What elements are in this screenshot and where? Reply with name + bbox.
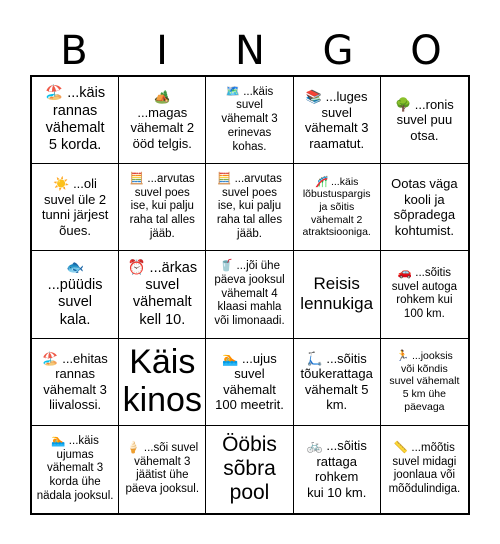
- cell-text: Reisis lennukiga: [300, 274, 374, 314]
- cell-text: 🏃 ...jooksis või kõndis suvel vähemalt 5 km ühe päevaga: [389, 350, 460, 413]
- bingo-cell-25[interactable]: [381, 426, 468, 513]
- bingo-cell-9[interactable]: [294, 164, 381, 251]
- cell-text: 🗺️ ...käis suvel vähemalt 3 erinevas kohas.: [221, 85, 278, 153]
- bingo-cell-15[interactable]: [381, 251, 468, 338]
- bingo-cell-24[interactable]: [294, 426, 381, 513]
- bingo-cell-21[interactable]: [32, 426, 119, 513]
- bingo-cell-13[interactable]: [206, 251, 293, 338]
- header-letter-b: B: [60, 28, 88, 74]
- bingo-cell-11[interactable]: [32, 251, 119, 338]
- cell-text: 🌳 ...ronis suvel puu otsa.: [394, 96, 454, 143]
- cell-text: Käis kinos: [122, 343, 202, 419]
- header-letter-i: I: [156, 28, 168, 74]
- bingo-grid: [30, 75, 470, 515]
- header-letter-n: N: [235, 28, 265, 74]
- bingo-cell-12[interactable]: [119, 251, 206, 338]
- cell-text: Ootas väga kooli ja sõpradega kohtumist.: [391, 176, 458, 238]
- cell-text: 🧮 ...arvutas suvel poes ise, kui palju raha tal alles jääb.: [129, 172, 195, 240]
- bingo-cell-18[interactable]: [206, 339, 293, 426]
- bingo-cell-10[interactable]: [381, 164, 468, 251]
- bingo-cell-20[interactable]: [381, 339, 468, 426]
- cell-text: 🥤 ...jõi ühe päeva jooksul vähemalt 4 klaasi mahla või limonaadi.: [214, 260, 285, 328]
- bingo-cell-1[interactable]: [32, 77, 119, 164]
- cell-text: 🏊 ...käis ujumas vähemalt 3 korda ühe nädala jooksul.: [36, 434, 114, 503]
- cell-text: 📏 ...mõõtis suvel midagi joonlaua või mõõdulindiga.: [388, 441, 461, 496]
- cell-text: 🚲 ...sõitis rattaga rohkem kui 10 km.: [306, 438, 367, 500]
- bingo-cell-16[interactable]: [32, 339, 119, 426]
- header-letter-g: G: [322, 28, 354, 74]
- cell-text: 🏕️ ...magas vähemalt 2 ööd telgis.: [130, 88, 195, 151]
- bingo-cell-4[interactable]: [294, 77, 381, 164]
- bingo-cell-2[interactable]: [119, 77, 206, 164]
- bingo-cell-7[interactable]: [119, 164, 206, 251]
- bingo-header: [30, 26, 470, 76]
- cell-text: 🏊 ...ujus suvel vähemalt 100 meetrit.: [215, 350, 284, 413]
- cell-text: Ööbis sõbra pool: [222, 433, 277, 505]
- cell-text: ☀️ ...oli suvel üle 2 tunni järjest õues.: [41, 176, 109, 238]
- header-letter-o: O: [410, 28, 442, 74]
- bingo-cell-19[interactable]: [294, 339, 381, 426]
- cell-text: 📚 ...luges suvel vähemalt 3 raamatut.: [304, 88, 369, 151]
- cell-text: 🐟 ...püüdis suvel kala.: [47, 259, 103, 328]
- cell-text: 🏖️ ...käis rannas vähemalt 5 korda.: [45, 85, 106, 154]
- bingo-cell-5[interactable]: [381, 77, 468, 164]
- cell-text: 🍦 ...sõi suvel vähemalt 3 jäätist ühe päeva jooksul.: [125, 441, 200, 496]
- cell-text: 🚗 ...sõitis suvel autoga rohkem kui 100 km.: [391, 266, 457, 321]
- bingo-cell-17[interactable]: [119, 339, 206, 426]
- cell-text: 🛴 ...sõitis tõukerattaga vähemalt 5 km.: [300, 350, 373, 413]
- bingo-cell-8[interactable]: [206, 164, 293, 251]
- cell-text: 🏖️ ...ehitas rannas vähemalt 3 liivalossi.: [42, 350, 108, 413]
- bingo-cell-3[interactable]: [206, 77, 293, 164]
- bingo-cell-14[interactable]: [294, 251, 381, 338]
- bingo-cell-6[interactable]: [32, 164, 119, 251]
- bingo-cell-23[interactable]: [206, 426, 293, 513]
- cell-text: 🎢 ...käis lõbustuspargis ja sõitis vähemalt 2 atraktsiooniga.: [302, 175, 371, 239]
- bingo-cell-22[interactable]: [119, 426, 206, 513]
- cell-text: 🧮 ...arvutas suvel poes ise, kui palju raha tal alles jääb.: [216, 172, 283, 240]
- cell-text: ⏰ ...ärkas suvel vähemalt kell 10.: [127, 259, 198, 328]
